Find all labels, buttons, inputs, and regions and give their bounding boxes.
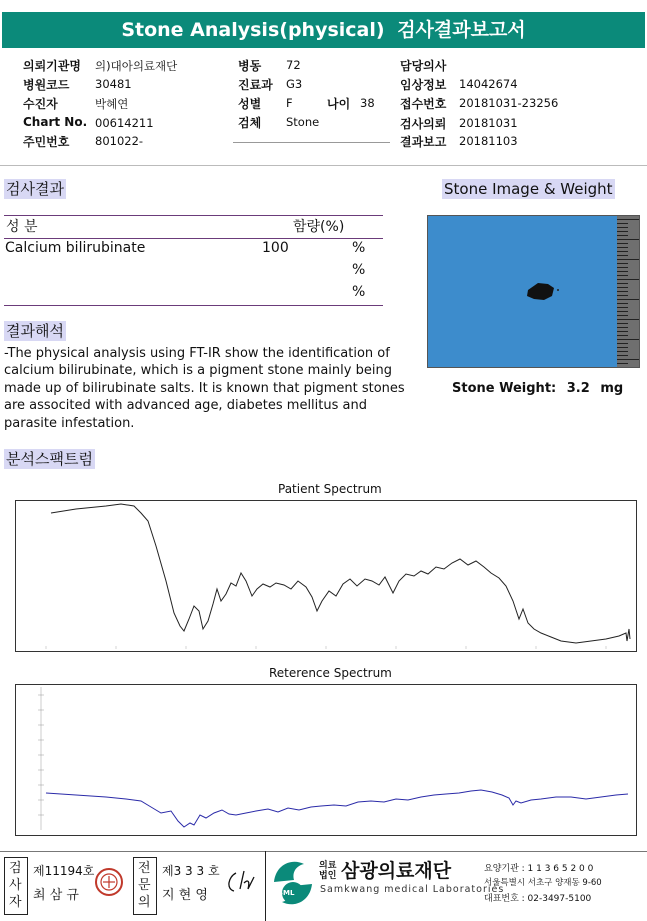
ruler-tick — [617, 243, 628, 244]
ward-label: 병동 — [238, 59, 262, 73]
ruler-tick — [617, 227, 628, 228]
ruler-tick — [617, 319, 639, 320]
request-date-label: 검사의뢰 — [400, 117, 447, 131]
ruler-tick — [617, 259, 639, 260]
patient-spectrum-plot — [16, 501, 636, 651]
chart-no-label: Chart No. — [23, 115, 88, 129]
report-title-bar — [2, 12, 645, 48]
report-footer — [0, 851, 647, 921]
org-prefix-top: 의료 — [319, 861, 337, 871]
institution-value: 의)대아의료재단 — [95, 59, 178, 73]
institution-label: 의뢰기관명 — [23, 59, 81, 73]
department-value: G3 — [286, 77, 303, 91]
result-unit: % — [352, 240, 366, 256]
receipt-no-label: 접수번호 — [400, 97, 447, 111]
ruler-tick — [617, 255, 628, 256]
hospital-code-value: 30481 — [95, 77, 132, 91]
org-address: 서울특별시 서초구 양재동 9-60 — [484, 878, 602, 888]
ruler-tick — [617, 327, 628, 328]
ruler-tick — [617, 271, 628, 272]
org-phone: 대표번호 : 02-3497-5100 — [484, 894, 592, 904]
ruler-scale — [617, 216, 639, 367]
stone-weight-unit: mg — [600, 381, 624, 396]
reference-spectrum-title: Reterence Spectrum — [269, 666, 392, 680]
sex-label: 성별 — [238, 97, 262, 111]
ruler-tick — [617, 231, 628, 232]
org-name-en: Samkwang medical Laboratories — [320, 884, 505, 895]
results-table-bottom-rule — [4, 305, 383, 306]
stone-section-title: Stone Image & Weight — [444, 180, 613, 198]
report-date-value: 20181103 — [459, 134, 518, 148]
hospital-code-label: 병원코드 — [23, 78, 70, 92]
ruler-tick — [617, 331, 628, 332]
report-date-label: 결과보고 — [400, 135, 447, 149]
ruler-tick — [617, 315, 628, 316]
sex-value: F — [286, 96, 293, 110]
org-prefix-bottom: 법인 — [319, 871, 337, 881]
stone-image — [427, 215, 640, 368]
stone-weight — [452, 381, 623, 396]
specialist-name: 지 현 영 — [162, 888, 208, 903]
org-prefix — [319, 861, 336, 881]
ruler-tick — [617, 263, 628, 264]
report-title-ko: 검사결과보고서 — [397, 19, 526, 41]
age-label: 나이 — [327, 97, 351, 111]
reference-spectrum-chart — [15, 684, 637, 836]
resident-no-value: 801022- — [95, 134, 144, 148]
doctor-label: 담당의사 — [400, 59, 447, 73]
info-underline — [233, 142, 390, 143]
chart-no-value: 00614211 — [95, 116, 154, 130]
ruler-tick — [617, 251, 628, 252]
examiner-name: 최 삼 규 — [33, 888, 79, 903]
ruler-tick — [617, 311, 628, 312]
patient-label: 수진자 — [23, 97, 58, 111]
specialist-label-box — [133, 857, 157, 915]
receipt-no-value: 20181031-23256 — [459, 96, 559, 110]
results-header-rule — [4, 238, 383, 239]
examiner-label: 검사자 — [9, 861, 22, 910]
clinical-info-value: 14042674 — [459, 77, 518, 91]
ruler-tick — [617, 339, 639, 340]
examiner-label-box — [4, 857, 28, 915]
institution-code: 요양기관 : 1 1 3 6 5 2 0 0 — [484, 864, 594, 874]
examiner-license-no: 제11194호 — [33, 864, 95, 878]
request-date-value: 20181031 — [459, 116, 518, 130]
sml-logo-icon — [270, 856, 316, 910]
result-component: Calcium bilirubinate — [5, 240, 146, 256]
patient-value: 박혜연 — [95, 97, 129, 111]
specimen-label: 검체 — [238, 116, 262, 130]
ruler-tick — [617, 291, 628, 292]
ruler-tick — [617, 303, 628, 304]
ruler-tick — [617, 343, 628, 344]
department-label: 진료과 — [238, 78, 273, 92]
ruler-tick — [617, 247, 628, 248]
ruler-tick — [617, 219, 639, 220]
ruler-tick — [617, 283, 628, 284]
ward-value: 72 — [286, 58, 301, 72]
report-title-en: Stone Analysis(physical) — [121, 19, 385, 41]
patient-spectrum-title: Patient Spectrum — [278, 482, 382, 496]
stone-weight-value: 3.2 — [566, 381, 590, 396]
footer-divider — [265, 851, 266, 921]
examiner-seal-icon — [94, 867, 124, 897]
ruler-tick — [617, 235, 628, 236]
amount-header: 함량(%) — [293, 219, 345, 235]
clinical-info-label: 임상정보 — [400, 78, 447, 92]
ruler-tick — [617, 363, 628, 364]
specimen-value: Stone — [286, 115, 320, 129]
interpretation-section-title: 결과해석 — [6, 322, 64, 340]
results-section-title: 검사결과 — [6, 180, 64, 198]
spectrum-section-title: 분석스팩트럼 — [6, 450, 93, 468]
ruler-tick — [617, 323, 628, 324]
ruler-tick — [617, 267, 628, 268]
resident-no-label: 주민번호 — [23, 135, 70, 149]
ruler-tick — [617, 239, 639, 240]
specialist-license-no: 제3 3 3 호 — [162, 864, 220, 878]
ruler-tick — [617, 351, 628, 352]
ruler-tick — [617, 307, 628, 308]
interpretation-text: -The physical analysis using FT-IR show the identification of calcium bilirubinate, which is a pigment stone mainly being made up of bilirubinate salts. It is known that pigment stones are associted with advanced age, diabetes mellitus and parasite infestation. — [4, 346, 405, 431]
sml-logo-text: SML — [278, 889, 295, 897]
specialist-signature-icon — [222, 867, 262, 897]
age-value: 38 — [360, 96, 375, 110]
ruler-tick — [617, 347, 628, 348]
reference-spectrum-plot — [16, 685, 636, 835]
org-name: 삼광의료재단 — [341, 860, 452, 882]
info-divider — [0, 165, 647, 166]
footer-top-rule — [0, 851, 647, 852]
stone-specimen — [520, 276, 580, 316]
ruler-tick — [617, 223, 628, 224]
component-header: 성 분 — [6, 219, 38, 235]
stone-weight-label: Stone Weight: — [452, 381, 557, 396]
ruler-tick — [617, 275, 628, 276]
ruler-tick — [617, 299, 639, 300]
patient-spectrum-chart — [15, 500, 637, 652]
ruler-tick — [617, 287, 628, 288]
ruler-tick — [617, 295, 628, 296]
ruler-tick — [617, 359, 639, 360]
result-amount: 100 — [262, 240, 289, 256]
result-unit: % — [352, 284, 366, 300]
result-unit: % — [352, 262, 366, 278]
ruler-tick — [617, 335, 628, 336]
ruler-tick — [617, 279, 639, 280]
specialist-label: 전문의 — [138, 861, 151, 910]
ruler-tick — [617, 355, 628, 356]
